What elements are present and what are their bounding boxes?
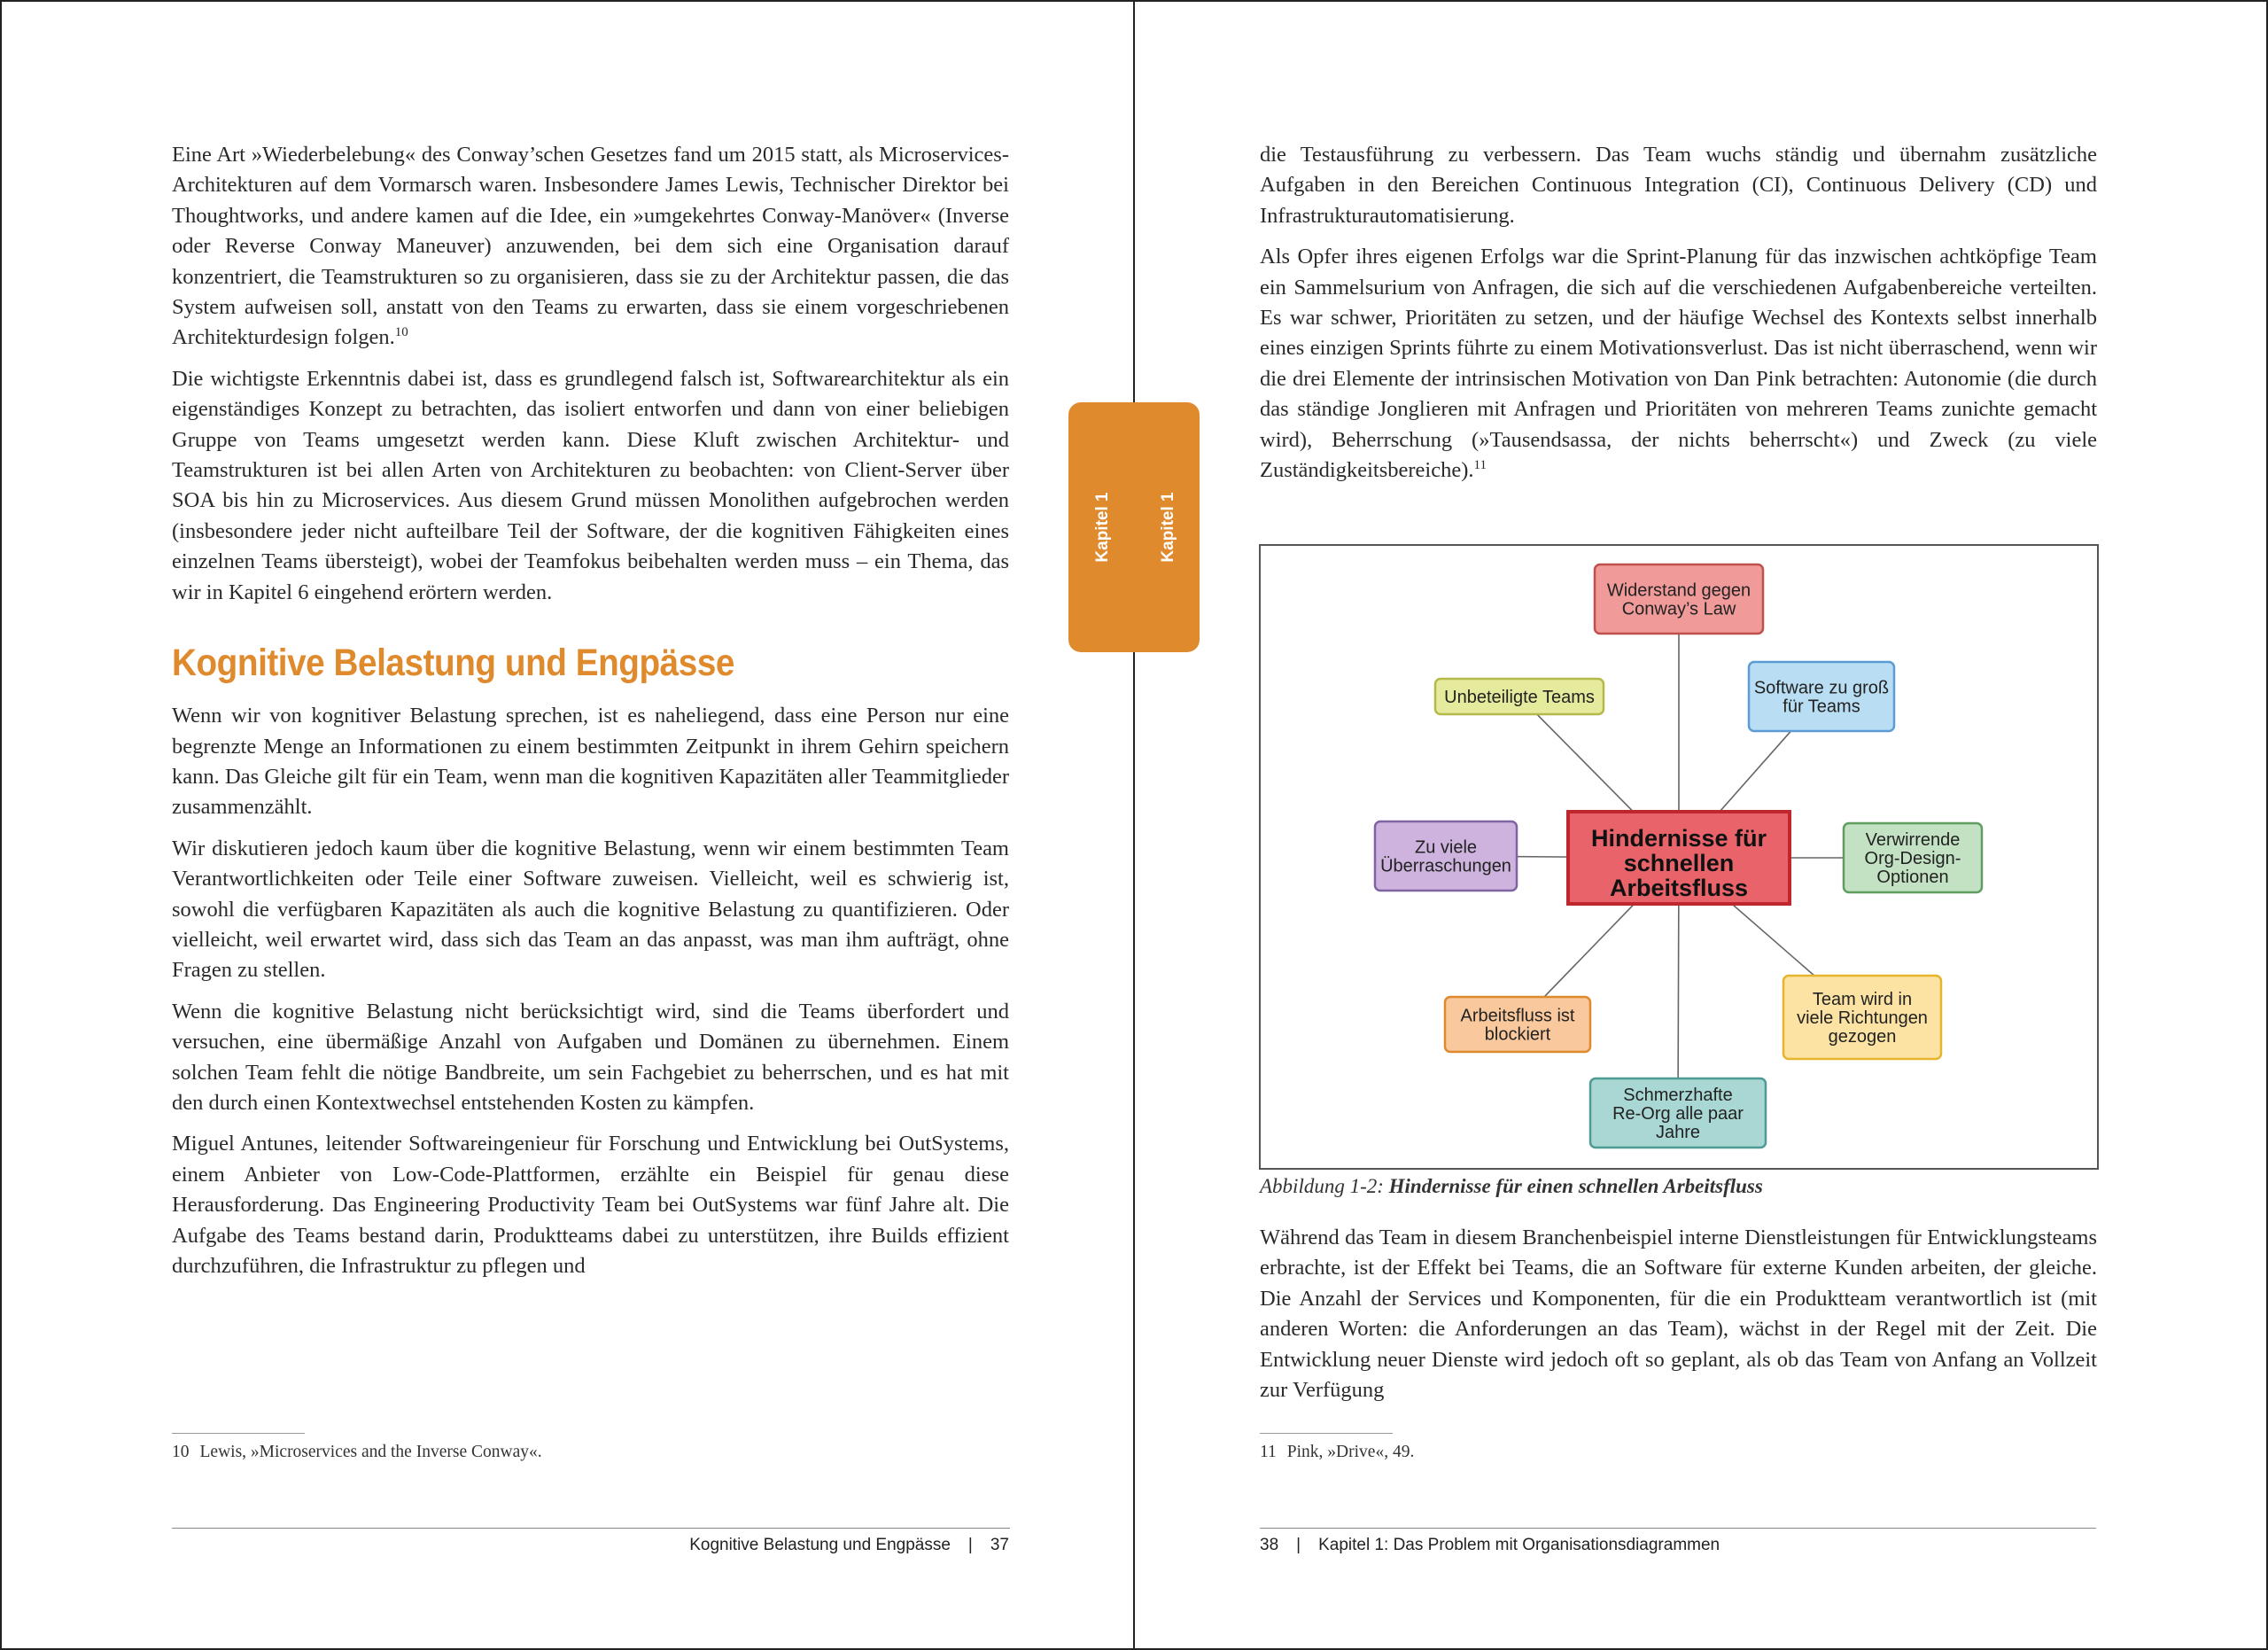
diagram-node-label: Zu viele: [1414, 837, 1478, 858]
diagram-node-label: Arbeitsfluss ist: [1460, 1006, 1575, 1026]
diagram-center-label: Hindernisse für: [1590, 825, 1767, 852]
diagram-node-widerstand: [1595, 564, 1763, 634]
diagram-node-richtungen: [1783, 976, 1941, 1059]
diagram-node-unbeteiligte: [1435, 679, 1604, 714]
diagram-node-label: Widerstand gegen: [1606, 580, 1751, 601]
footer-title: Kapitel 1: Das Problem mit Organisationsdiagrammen: [1318, 1536, 1720, 1554]
footnote: 11 Pink, »Drive«, 49.: [1260, 1443, 1415, 1461]
diagram-node-label: Überraschungen: [1380, 856, 1511, 876]
right-page-continued: [1260, 1223, 2097, 1416]
book-spine: [1133, 0, 1135, 1650]
diagram-node-schmerzhafte: [1590, 1078, 1766, 1148]
right-footer: 38 | Kapitel 1: Das Problem mit Organisationsdiagrammen: [1260, 1536, 1720, 1554]
diagram-node-verwirrende: [1844, 823, 1982, 892]
diagram-node-blockiert: [1445, 997, 1590, 1052]
paragraph: Als Opfer ihres eigenen Erfolgs war die Sprint-Planung für das inzwischen achtköpfige Team ein Sammelsurium von Anfragen, die sich auf die verschiedenen Aufgabenbereiche verteilten. Es war schwer, Prioritäten zu setzen, und der häufige Wechsel des Kontexts selbst innerhalb eines einzigen Sprints führte zu einem Motivationsverlust. Das ist nicht überraschend, wenn wir die drei Elemente der intrinsischen Motivation von Dan Pink betrachten: Autonomie (die durch das ständige Jonglieren mit Anfragen und Prioritäten von mehreren Teams zunichte gemacht wird), Beherrschung (»Tausendsassa, der nichts beherrscht«) und Zweck (zu viele Zuständigkeitsbereiche).$^{11}$: [1260, 245, 2097, 483]
footer-rule: [172, 1528, 1010, 1529]
diagram-node-label: Unbeteiligte Teams: [1444, 688, 1595, 707]
paragraph: Eine Art »Wiederbelebung« des Conway’schen Gesetzes fand um 2015 statt, als Microservices-Architekturen auf dem Vormarsch waren. Insbesondere James Lewis, Technischer Direktor bei Thoughtworks, und andere kamen auf die Idee, ein »umgekehrtes Conway-Manöver« (Inverse oder Reverse Conway Maneuver) anzuwenden, bei dem sich eine Organisation darauf konzentriert, die Teamstrukturen so zu organisieren, dass sie zu der Architektur passen, die das System aufweisen soll, anstatt von den Teams zu erwarten, dass sie einem vorgeschriebenen Architekturdesign folgen.$^{10}$: [172, 143, 1009, 350]
footnote-rule: [172, 1433, 305, 1434]
figure-caption: Abbildung 1-2: Hindernisse für einen schnellen Arbeitsfluss: [1260, 1175, 1763, 1197]
diagram-node-label: Verwirrende: [1865, 830, 1961, 850]
diagram-node-label: Re-Org alle paar: [1612, 1104, 1744, 1124]
figure: [1259, 544, 2099, 1170]
diagram-center-label: schnellen: [1623, 850, 1735, 876]
right-page: [1260, 140, 2097, 496]
footer-rule: [1260, 1528, 2096, 1529]
diagram-node-label: Optionen: [1876, 868, 1949, 887]
chapter-tab-label-right: Kapitel 1: [1159, 492, 1177, 563]
diagram-node-ueberraschungen: [1375, 821, 1517, 891]
left-footer: Kognitive Belastung und Engpässe | 37: [689, 1536, 1009, 1554]
chapter-tab-label-left: Kapitel 1: [1093, 492, 1112, 563]
paragraph: Wenn wir von kognitiver Belastung sprechen, ist es naheliegend, dass eine Person nur eine begrenzte Menge an Informationen zu einem bestimmten Zeitpunkt in ihrem Gehirn speichern kann. Das Gleiche gilt für ein Team, wenn man die kognitiven Kapazitäten aller Teammitglieder zusammenzählt.: [172, 704, 1009, 820]
paragraph: Miguel Antunes, leitender Softwareingenieur für Forschung und Entwicklung bei OutSystems, einem Anbieter von Low-Code-Plattformen, erzählte ein Beispiel für genau diese Herausforderung. Das Engineering Productivity Team bei OutSystems war fünf Jahre alt. Die Aufgabe des Teams bestand darin, Produktteams dabei zu unterstützen, ihre Builds effizient durchzuführen, die Infrastruktur zu pflegen und: [172, 1132, 1009, 1278]
paragraph: Die wichtigste Erkenntnis dabei ist, dass es grundlegend falsch ist, Softwarearchitektur als ein eigenständiges Konzept zu betrachten, das isoliert entworfen und dann von einer beliebigen Gruppe von Teams umgesetzt werden kann. Diese Kluft zwischen Architektur- und Teamstrukturen ist bei allen Arten von Architekturen zu beobachten: von Client-Server über SOA bis hin zu Microservices. Aus diesem Grund müssen Monolithen aufgebrochen werden (insbesondere jeder nicht aufteilbare Teil der Software, der die kognitiven Fähigkeiten eines einzelnen Teams übersteigt), wobei der Teamfokus beibehalten werden muss – ein Thema, das wir in Kapitel 6 eingehend erörtern werden.: [172, 366, 1009, 604]
footnote: 10 Lewis, »Microservices and the Inverse Conway«.: [172, 1443, 542, 1461]
paragraph: Wenn die kognitive Belastung nicht berücksichtigt wird, sind die Teams überfordert und versuchen, eine übermäßige Anzahl von Aufgaben und Domänen zu übernehmen. Einem solchen Team fehlt die nötige Bandbreite, um sein Fachgebiet zu beherrschen, und es hat mit den durch einen Kontextwechsel entstehenden Kosten zu kämpfen.: [172, 999, 1009, 1115]
paragraph: Während das Team in diesem Branchenbeispiel interne Dienstleistungen für Entwicklungsteams erbrachte, ist der Effekt bei Teams, die an Software für externe Kunden arbeiten, der gleiche. Die Anzahl der Services und Komponenten, für die ein Produktteam verantwortlich ist (mit anderen Worten: die Anforderungen an das Team), wächst in der Regel mit der Zeit. Die Entwicklung neuer Dienste wird jedoch oft so geplant, als ob das Team von Anfang an Vollzeit zur Verfügung: [1260, 1226, 2097, 1403]
diagram-node-label: viele Richtungen: [1797, 1008, 1928, 1028]
diagram-node-label: Org-Design-: [1864, 849, 1961, 868]
diagram-node-label: Team wird in: [1812, 990, 1913, 1009]
footnote-ref: 10: [394, 325, 408, 340]
diagram-node-label: gezogen: [1828, 1027, 1897, 1047]
diagram-node-label: blockiert: [1484, 1024, 1551, 1045]
paragraph: die Testausführung zu verbessern. Das Team wuchs ständig und übernahm zusätzliche Aufgaben in den Bereichen Continuous Integration (CI), Continuous Delivery (CD) und Infrastrukturautomatisierung.: [1260, 143, 2097, 228]
chapter-tab: [1068, 402, 1200, 652]
diagram-node-software: [1749, 662, 1894, 731]
footnote-rule: [1260, 1433, 1393, 1434]
footnote-ref: 11: [1473, 457, 1487, 472]
page-number: 38: [1260, 1536, 1279, 1554]
diagram-node-label: Software zu groß: [1753, 678, 1890, 698]
section-heading: Kognitive Belastung und Engpässe: [172, 642, 734, 685]
paragraph: Wir diskutieren jedoch kaum über die kognitive Belastung, wenn wir einem bestimmten Team Verantwortlichkeiten oder Teile einer Software zuweisen. Vielleicht, weil es schwierig ist, sowohl die verfügbaren Kapazitäten als auch die kognitive Belastung zu quantifizieren. Oder vielleicht, weil erwartet wird, dass sich das Team an das anpasst, was man ihm aufträgt, ohne Fragen zu stellen.: [172, 836, 1009, 983]
footer-title: Kognitive Belastung und Engpässe: [689, 1536, 951, 1554]
diagram-center-label: Arbeitsfluss: [1609, 875, 1749, 901]
page-number: 37: [990, 1536, 1009, 1554]
diagram-center-node: [1568, 812, 1790, 904]
diagram-node-label: Schmerzhafte: [1623, 1086, 1733, 1105]
left-page: [172, 140, 1009, 1292]
diagram-svg: [1261, 546, 2097, 1168]
diagram-node-label: für Teams: [1783, 697, 1860, 717]
diagram-node-label: Jahre: [1655, 1123, 1701, 1142]
diagram-node-label: Conway’s Law: [1621, 599, 1736, 619]
